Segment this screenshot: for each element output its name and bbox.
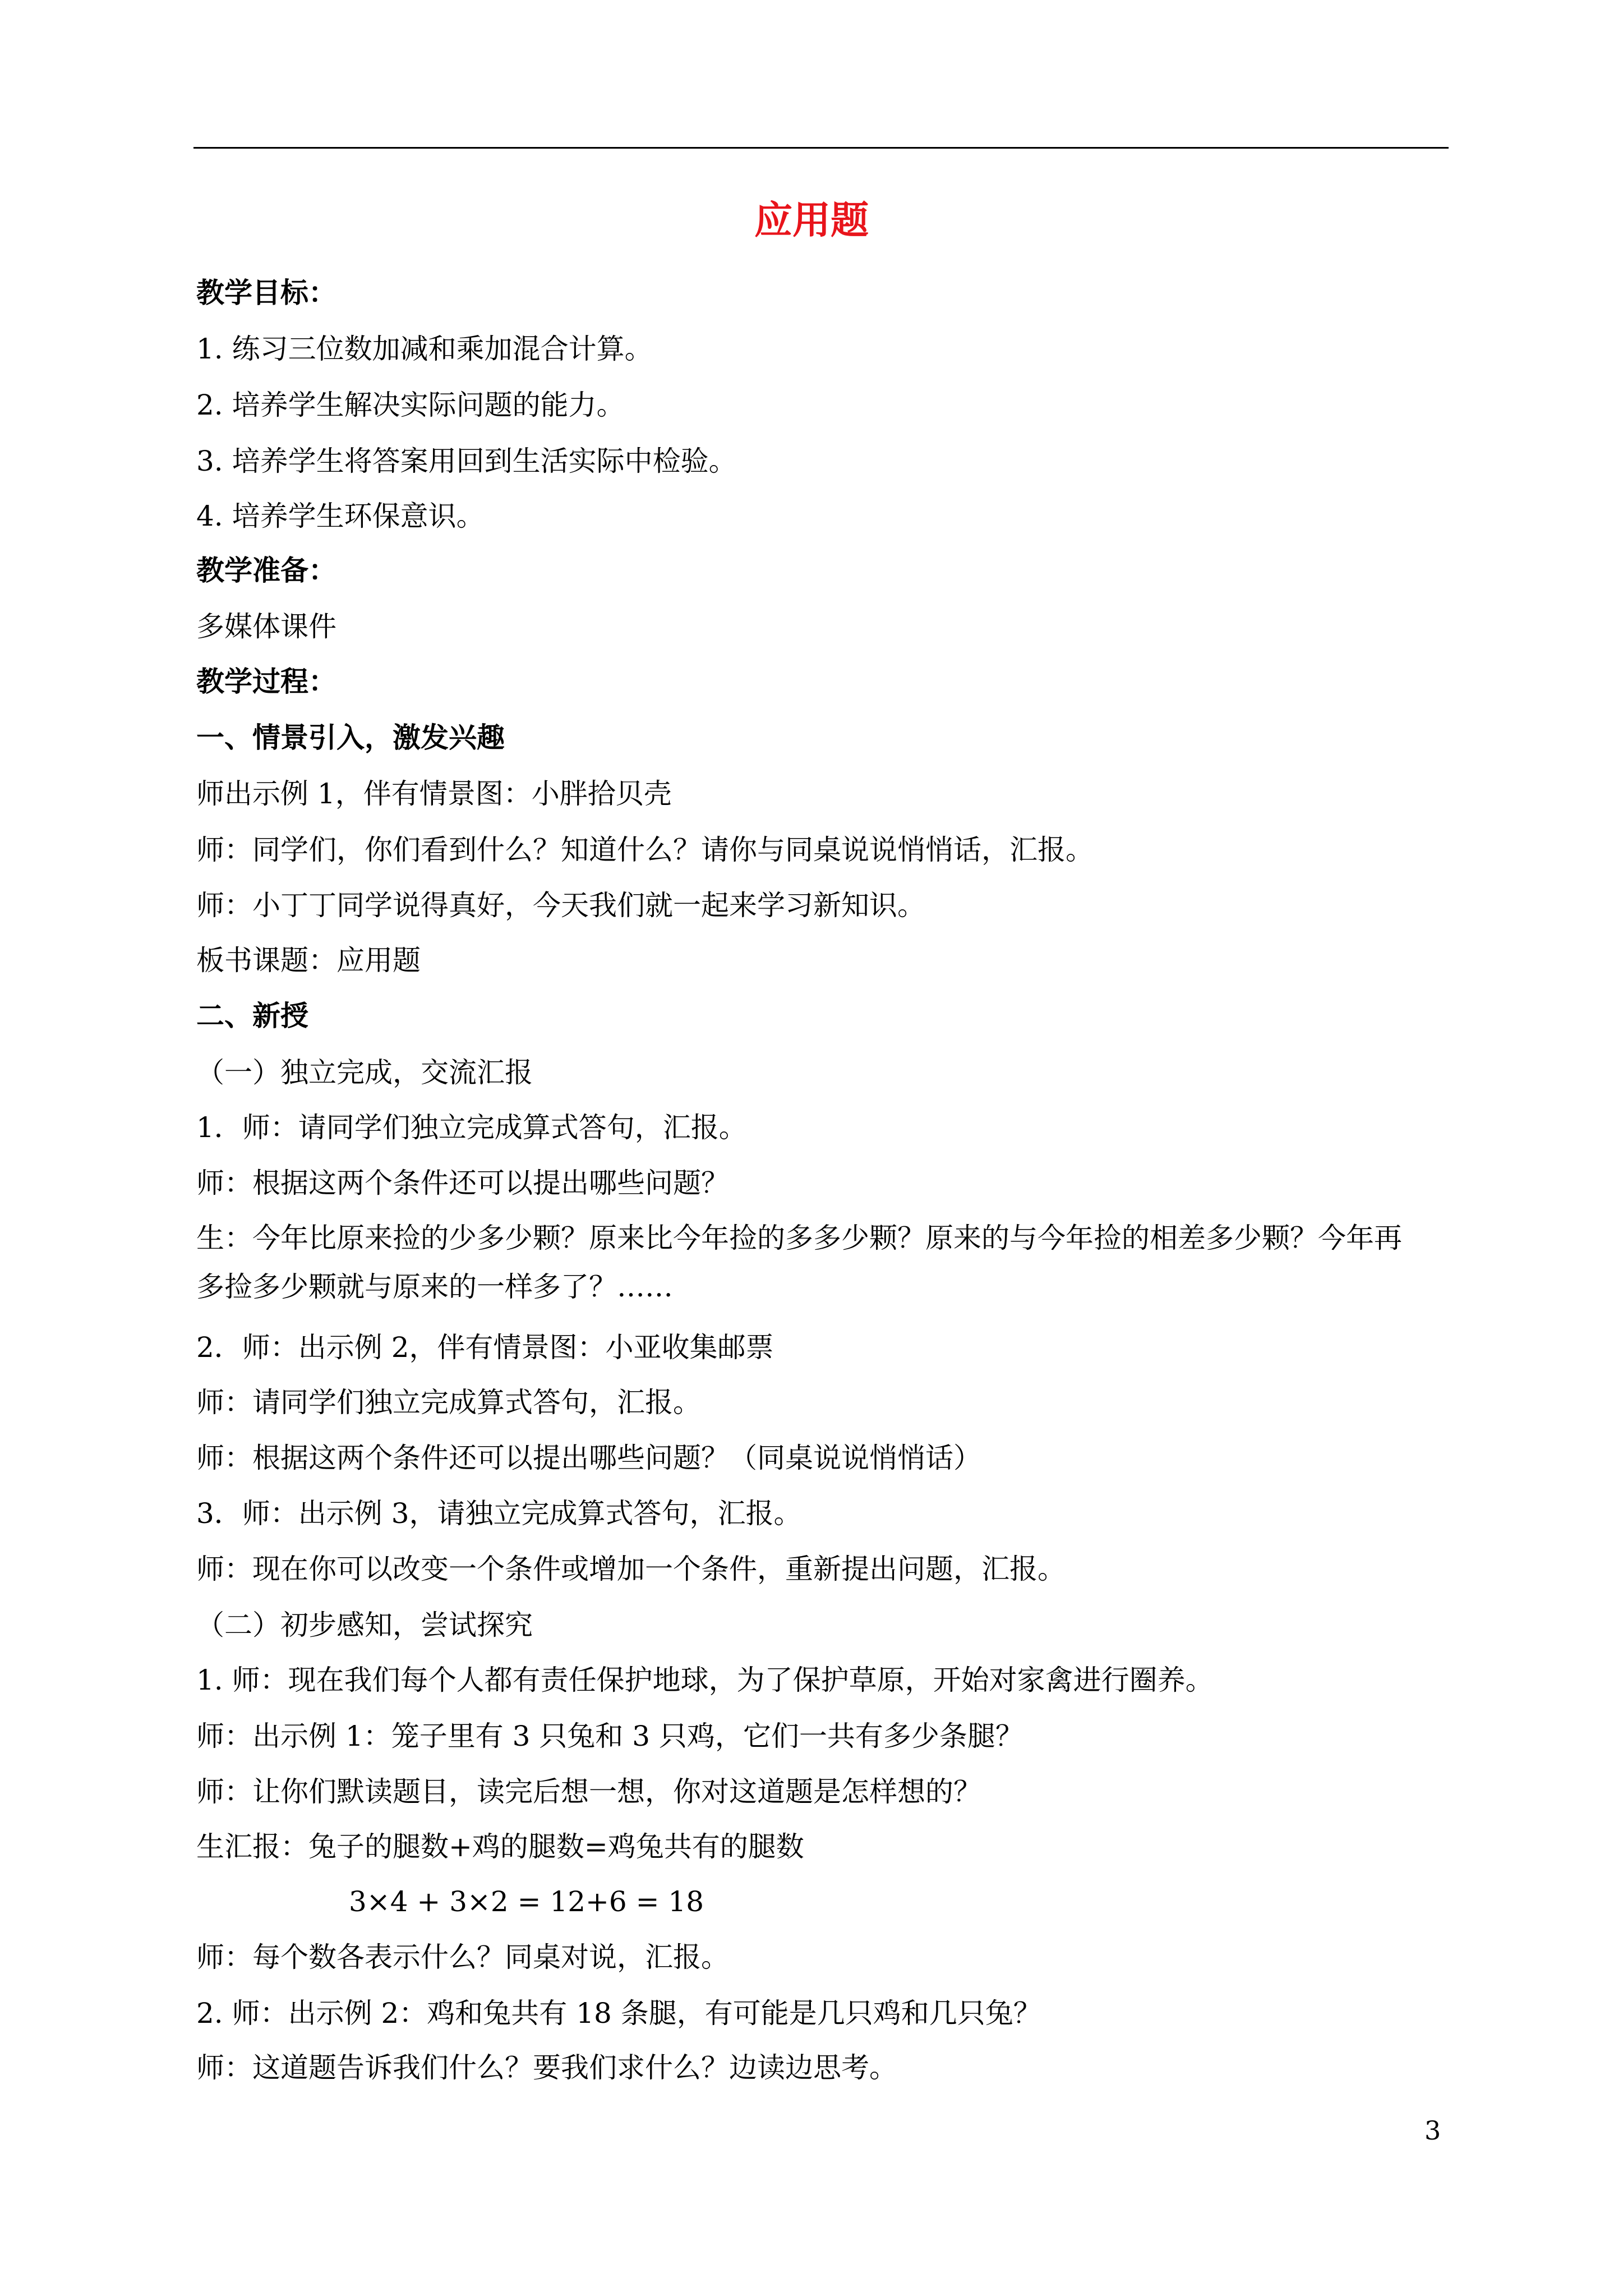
section-heading: 一、情景引入，激发兴趣 — [196, 721, 505, 754]
text-line: 师：请同学们独立完成算式答句，汇报。 — [196, 1386, 701, 1419]
text-line: 多媒体课件 — [196, 610, 336, 643]
text-line: 3. 培养学生将答案用回到生活实际中检验。 — [196, 445, 737, 477]
text-line: 师：这道题告诉我们什么？要我们求什么？边读边思考。 — [196, 2051, 897, 2084]
text-line: （一）独立完成，交流汇报 — [196, 1056, 533, 1089]
text-line: （二）初步感知，尝试探究 — [196, 1609, 533, 1641]
section-heading: 二、新授 — [196, 999, 308, 1032]
section-heading: 教学过程： — [196, 665, 336, 698]
text-line: 师：现在你可以改变一个条件或增加一个条件，重新提出问题，汇报。 — [196, 1553, 1066, 1585]
text-line: 1. 练习三位数加减和乘加混合计算。 — [196, 333, 653, 365]
text-line: 师：让你们默读题目，读完后想一想，你对这道题是怎样想的？ — [196, 1775, 981, 1808]
text-line: 1. 师：现在我们每个人都有责任保护地球，为了保护草原，开始对家禽进行圈养。 — [196, 1664, 1214, 1696]
text-line: 师：每个数各表示什么？同桌对说，汇报。 — [196, 1941, 729, 1973]
text-line: 师：出示例 1：笼子里有 3 只兔和 3 只鸡，它们一共有多少条腿？ — [196, 1720, 1023, 1752]
text-line: 师：根据这两个条件还可以提出哪些问题？ — [196, 1167, 729, 1199]
text-line: 板书课题：应用题 — [196, 944, 421, 977]
text-line: 2. 培养学生解决实际问题的能力。 — [196, 389, 625, 421]
text-line: 生汇报：兔子的腿数+鸡的腿数=鸡兔共有的腿数 — [196, 1830, 804, 1863]
text-line: 2. 师：出示例 2：鸡和兔共有 18 条腿，有可能是几只鸡和几只兔？ — [196, 1997, 1041, 2030]
section-heading: 教学准备： — [196, 554, 336, 587]
text-line: 生：今年比原来捡的少多少颗？原来比今年捡的多多少颗？原来的与今年捡的相差多少颗？今年再 — [196, 1222, 1402, 1254]
document-title: 应用题 — [754, 198, 869, 243]
text-line: 3．师：出示例 3，请独立完成算式答句，汇报。 — [196, 1497, 802, 1530]
text-line: 1．师：请同学们独立完成算式答句，汇报。 — [196, 1111, 747, 1144]
text-line: 师出示例 1，伴有情景图：小胖拾贝壳 — [196, 777, 672, 810]
text-line: 2．师：出示例 2，伴有情景图：小亚收集邮票 — [196, 1331, 774, 1364]
text-line: 师：小丁丁同学说得真好，今天我们就一起来学习新知识。 — [196, 889, 925, 922]
text-line: 师：同学们，你们看到什么？知道什么？请你与同桌说说悄悄话，汇报。 — [196, 834, 1094, 866]
header-rule — [193, 147, 1449, 149]
page-number: 3 — [1424, 2115, 1441, 2146]
text-line: 4. 培养学生环保意识。 — [196, 500, 485, 532]
text-line: 多捡多少颗就与原来的一样多了？…… — [196, 1271, 673, 1303]
section-heading: 教学目标： — [196, 276, 336, 309]
text-line: 3×4 + 3×2 = 12+6 = 18 — [349, 1885, 704, 1918]
text-line: 师：根据这两个条件还可以提出哪些问题？（同桌说说悄悄话） — [196, 1442, 981, 1474]
